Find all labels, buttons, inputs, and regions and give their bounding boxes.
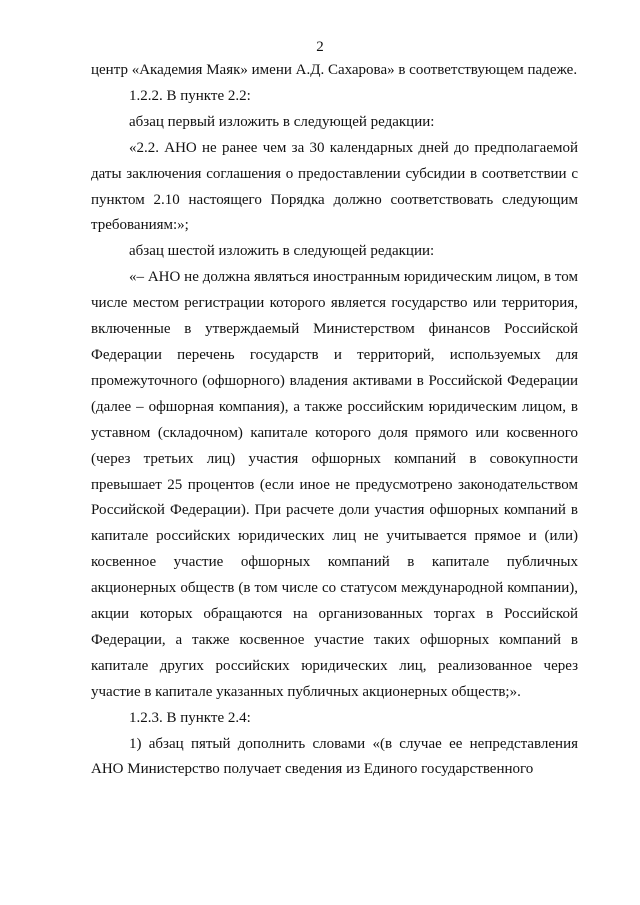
- paragraph: 1) абзац пятый дополнить словами «(в случае ее непредставления АНО Министерство получает сведения из Единого государственного: [91, 735, 578, 778]
- page-number: 2: [316, 39, 324, 55]
- paragraph: абзац первый изложить в следующей редакции:: [129, 113, 435, 130]
- paragraph: «2.2. АНО не ранее чем за 30 календарных дней до предполагаемой даты заключения соглашения о предоставлении субсидии в соответствии с пунктом 2.10 настоящего Порядка должно соответствовать следующим требованиям:»;: [91, 139, 578, 234]
- document-body: [91, 58, 578, 783]
- paragraph: 1.2.2. В пункте 2.2:: [129, 87, 251, 104]
- paragraph: центр «Академия Маяк» имени А.Д. Сахарова» в соответствующем падеже.: [91, 62, 578, 78]
- paragraph: 1.2.3. В пункте 2.4:: [129, 709, 251, 726]
- paragraph: абзац шестой изложить в следующей редакции:: [129, 243, 435, 260]
- paragraph: «– АНО не должна являться иностранным юридическим лицом, в том числе местом регистрации которого является государство или территория, включенные в утверждаемый Министерством финансов Российской Федерации перечень государств и территорий, используемых для промежуточного (офшорного) владения активами в Российской Федерации (далее – офшорная компания), а также российским юридическим лицом, в уставном (складочном) капитале которого доля прямого или косвенного (через третьих лиц) участия офшорных компаний в совокупности превышает 25 процентов (если иное не предусмотрено законодательством Российской Федерации). При расчете доли участия офшорных компаний в капитале российских юридических лиц не учитывается прямое и (или) косвенное участие офшорных компаний в капитале публичных акционерных обществ (в том числе со статусом международной компании), акции которых обращаются на организованных торгах в Российской Федерации, а также косвенное участие таких офшорных компаний в капитале других российских юридических лиц, реализованное через участие в капитале указанных публичных акционерных обществ;».: [91, 269, 578, 700]
